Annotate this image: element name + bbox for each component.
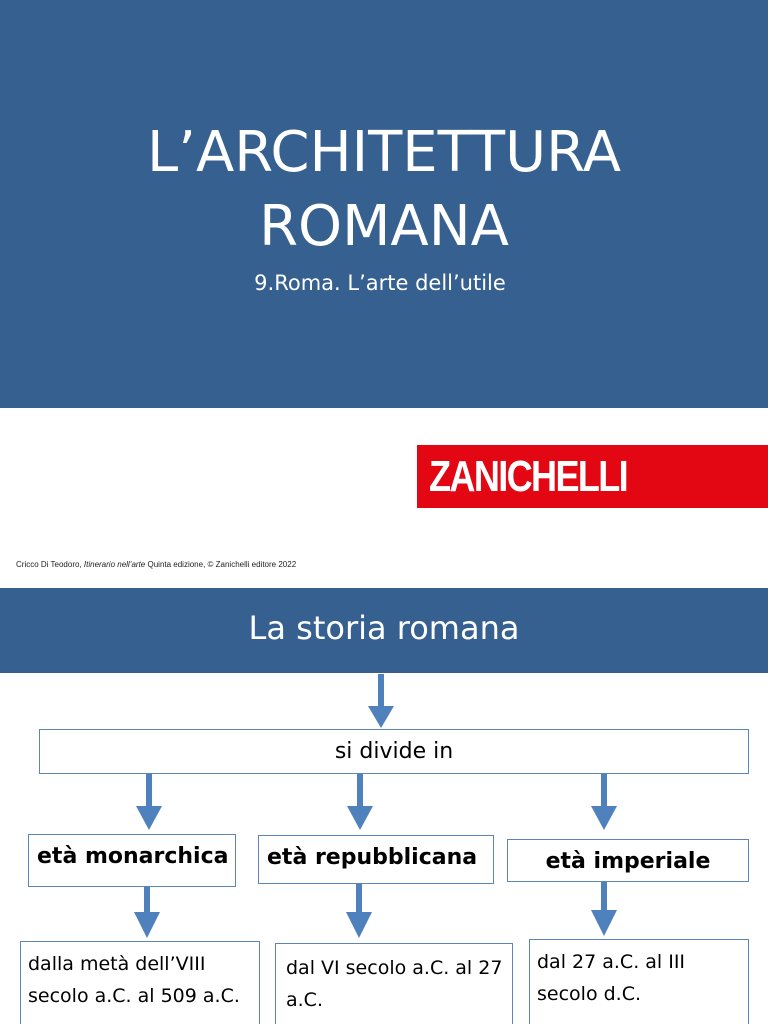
main-title-line-2: ROMANA <box>259 194 509 259</box>
arrow-to-era-3 <box>591 774 617 830</box>
slide-title: La storia romana <box>248 609 520 647</box>
zanichelli-logo <box>417 445 768 508</box>
arrow-to-dates-1 <box>134 887 160 938</box>
arrow-to-divide <box>368 674 394 728</box>
era-monarchica-box: età monarchica <box>28 834 236 887</box>
logo-text: ZANICHELLI <box>429 452 628 501</box>
credit-prefix: Cricco Di Teodoro, <box>16 560 84 569</box>
divide-box: si divide in <box>39 729 749 774</box>
credit-book-title: Itinerario nell’arte <box>83 560 146 569</box>
dates-repubblicana-box: dal VI secolo a.C. al 27 a.C. <box>275 943 513 1024</box>
credit-suffix: Quinta edizione, © Zanichelli editore 2022 <box>145 560 297 569</box>
arrow-to-era-1 <box>136 774 162 830</box>
credit-line <box>16 560 296 569</box>
arrow-to-era-2 <box>347 774 373 830</box>
main-title-line-1: L’ARCHITETTURA <box>146 120 622 185</box>
arrow-to-dates-3 <box>591 882 617 936</box>
arrow-to-dates-2 <box>346 884 372 938</box>
history-slide <box>0 588 768 1024</box>
era-repubblicana-box: età repubblicana <box>258 835 494 884</box>
subtitle: 9.Roma. L’arte dell’utile <box>254 271 506 295</box>
main-title <box>0 116 768 264</box>
era-imperiale-box: età imperiale <box>507 839 749 882</box>
dates-imperiale-box: dal 27 a.C. al III secolo d.C. <box>529 939 749 1024</box>
dates-monarchica-box: dalla metà dell’VIII secolo a.C. al 509 a.C. <box>20 941 260 1024</box>
